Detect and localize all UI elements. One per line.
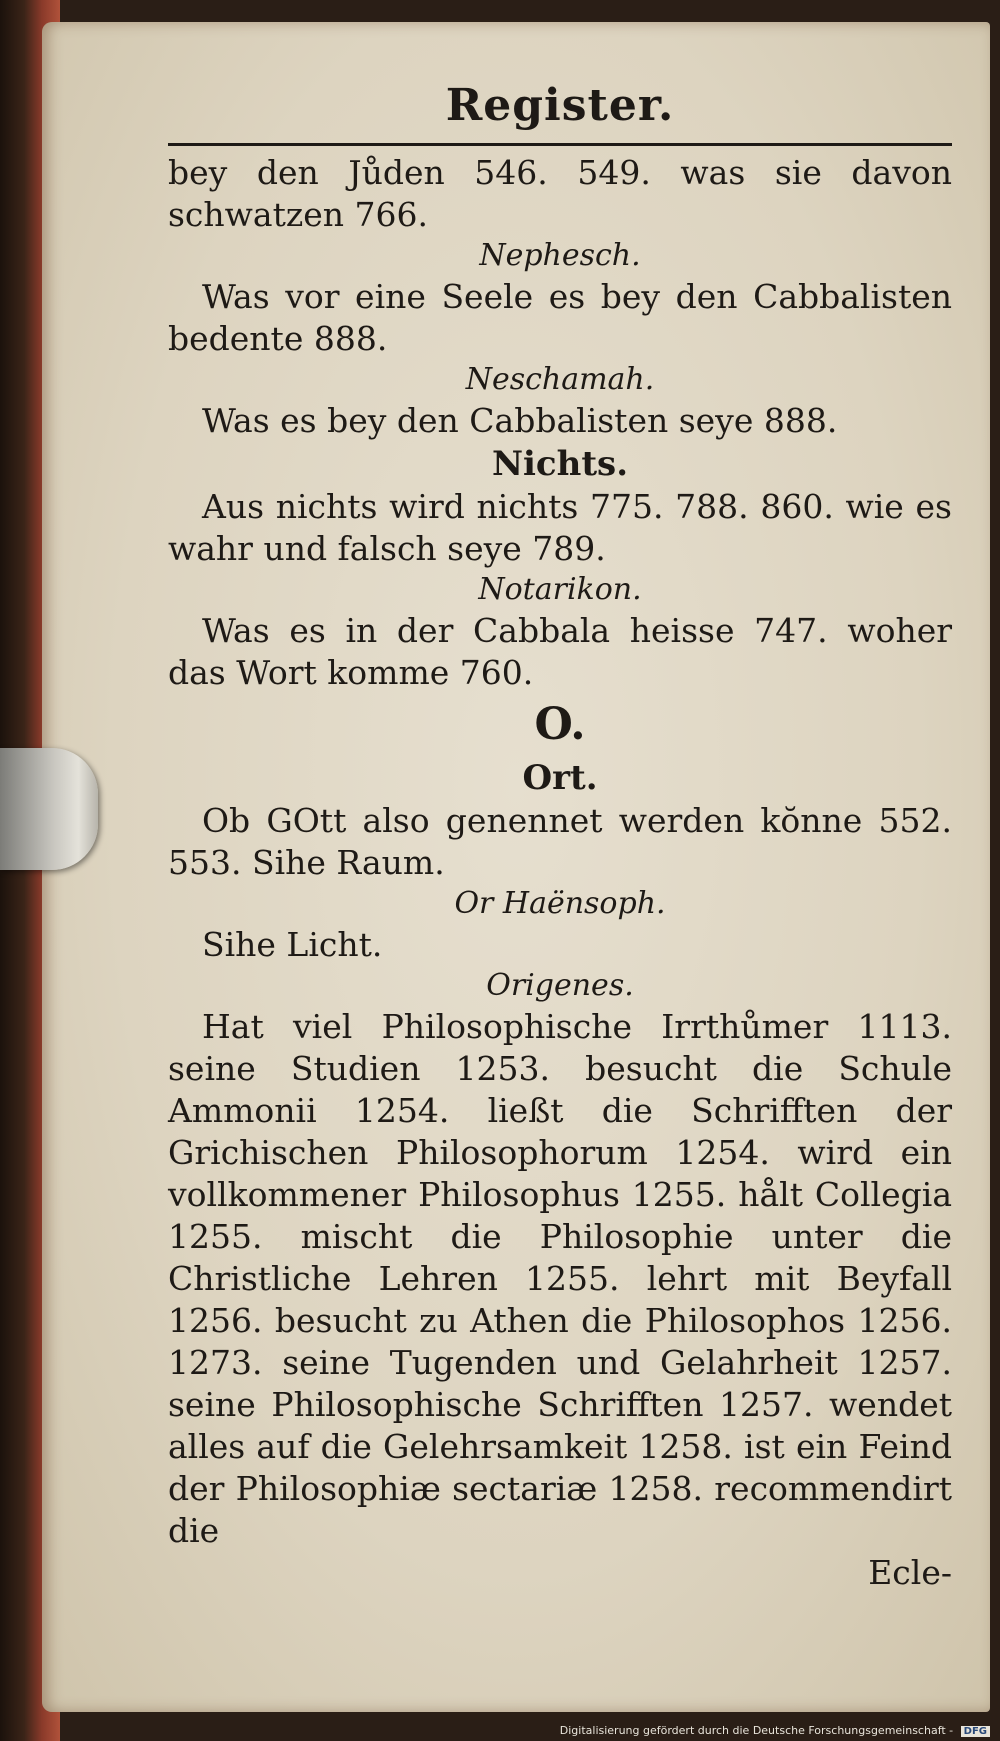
entry-text: Sihe Licht. <box>202 925 383 964</box>
header-rule <box>168 143 952 146</box>
headword: Or Haënsoph. <box>454 886 666 921</box>
page-text <box>168 75 952 1594</box>
dfg-logo-icon: DFG <box>961 1726 990 1737</box>
headword: Ort. <box>522 758 598 798</box>
footer-text: Digitalisierung gefördert durch die Deutsche Forschungsgemeinschaft - <box>559 1724 954 1737</box>
catchword: Ecle- <box>868 1553 952 1592</box>
digitization-footer <box>560 1724 990 1737</box>
entry-text: Was es bey den Cabbalisten seye 888. <box>202 401 838 440</box>
headword: Neschamah. <box>465 362 655 397</box>
headword: Nichts. <box>491 444 629 484</box>
page-clip <box>0 748 98 870</box>
running-head: Register. <box>445 80 675 131</box>
headword: Nephesch. <box>479 238 641 273</box>
headword: Notarikon. <box>478 572 642 607</box>
entry-text: Was es in der Cabbala heisse 747. woher das Wort komme 760. <box>168 611 952 692</box>
section-letter: O. <box>534 699 586 750</box>
entry-text: bey den Jůden 546. 549. was sie davon schwatzen 766. <box>168 153 952 234</box>
headword: Origenes. <box>486 968 634 1003</box>
entry-text: Ob GOtt also genennet werden kŏnne 552. 553. Sihe Raum. <box>168 801 952 882</box>
entry-text: Hat viel Philosophische Irrthůmer 1113. seine Studien 1253. besucht die Schule Ammonii 1254. ließt die Schrifften der Grichischen Philosophorum 1254. wird ein vollkommener Philosophus 1255. hålt Collegia 1255. mischt die Philosophie unter die Christliche Lehren 1255. lehrt mit Beyfall 1256. besucht zu Athen die Philosophos 1256. 1273. seine Tugenden und Gelahrheit 1257. seine Philosophische Schrifften 1257. wendet alles auf die Gelehrsamkeit 1258. ist ein Feind der Philosophiæ sectariæ 1258. recommendirt die <box>168 1007 952 1550</box>
entry-text: Aus nichts wird nichts 775. 788. 860. wie es wahr und falsch seye 789. <box>168 487 952 568</box>
entry-text: Was vor eine Seele es bey den Cabbalisten bedente 888. <box>168 277 952 358</box>
